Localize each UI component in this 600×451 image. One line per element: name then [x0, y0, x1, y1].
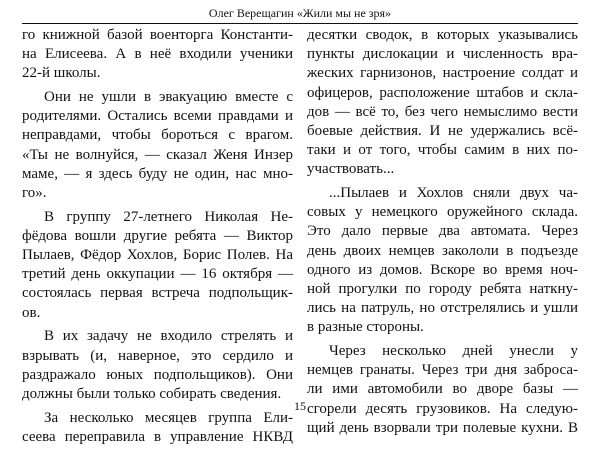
text-line: десятки сводок, в которых указывались [307, 27, 578, 43]
paragraph [307, 26, 578, 180]
text-line: совых у немецкого оружейного склада. [307, 204, 578, 221]
text-line: жеских гарнизонов, настроение солдат и [307, 65, 578, 82]
text-line: За несколько месяцев группа Ели- [44, 409, 293, 426]
text-line: раздражало юных подпольщиков). Они [22, 366, 293, 383]
text-line: родителями. Остались всеми правдами и [22, 108, 293, 125]
text-line: немцев гранаты. Через три дня заброса- [307, 362, 578, 379]
paragraph [22, 26, 293, 84]
text-line: день двоих немцев закололи в подъезде [307, 242, 578, 259]
text-line: ной прогулки по городу ребята наткну- [307, 280, 578, 297]
text-line: участвовать... [307, 161, 395, 178]
text-line: Пылаев, Фёдор Хохлов, Борис Полев. На [22, 247, 293, 264]
text-line: фёдова вошли другие ребята — Виктор [22, 227, 293, 244]
text-line: 22-й школы. [22, 65, 101, 82]
text-line: взрывать (и, наверное, это сердило и [22, 347, 293, 364]
left-column [22, 26, 293, 451]
text-line: ...Пылаев и Хохлов сняли двух ча- [329, 185, 578, 201]
text-line: в разные стороны. [307, 319, 424, 336]
paragraph [22, 208, 293, 323]
text-line: щий день взорвали три полевые кухни. В [307, 419, 578, 436]
text-line: Через несколько дней унесли у [329, 343, 578, 359]
text-line: неправдами, чтобы бороться с врагом. [22, 127, 293, 144]
text-line: сеева переправила в управление НКВД [22, 428, 293, 445]
text-line: боевые действия. И не удержались всё- [307, 122, 578, 139]
header-rule [22, 23, 578, 24]
text-line: пункты дислокации и численность вра- [307, 46, 578, 63]
text-line: маме, — я здесь буду не один, нас мно- [22, 165, 293, 182]
paragraph [22, 327, 293, 404]
text-line: го». [22, 185, 47, 201]
text-line: таки и от того, чтобы самим в них по- [307, 142, 578, 159]
text-line: В группу 27-летнего Николая Не- [44, 208, 293, 225]
text-line: го книжной базой военторга Константи- [22, 27, 293, 43]
paragraph [307, 184, 578, 338]
text-line: третий день оккупации — 16 октября — [22, 266, 293, 283]
text-line: должны были только собирать сведения. [22, 385, 282, 402]
text-line: В их задачу не входило стрелять и [44, 328, 293, 345]
text-line: на Елисеева. А в неё входили ученики [22, 46, 293, 63]
right-column [307, 26, 578, 442]
text-line: сгорели десять грузовиков. На следую- [307, 400, 578, 417]
text-line: офицеров, расположение штабов и скла- [307, 84, 578, 101]
text-line: состоялась первая встреча подпольщик- [22, 285, 293, 302]
text-line: лись на патруль, но отстрелялись и ушли [307, 300, 578, 317]
text-line: Это дало первые два автомата. Через [307, 223, 578, 240]
text-line: «Ты не волнуйся, — сказал Женя Инзер [22, 146, 293, 163]
running-header: Олег Верещагин «Жили мы не зря» [208, 6, 392, 20]
page-number: 15 [294, 399, 306, 413]
text-line: одного из домов. Вскоре во время ноч- [307, 261, 578, 278]
paragraph [22, 409, 293, 447]
paragraph [307, 342, 578, 438]
text-line: ов. [22, 304, 41, 321]
text-line: Они не ушли в эвакуацию вместе с [44, 89, 293, 106]
text-line: дов — всё то, без чего немыслимо вести [307, 103, 578, 120]
text-line: ли ими автомобили во дворе базы — [307, 381, 578, 398]
paragraph [22, 88, 293, 203]
